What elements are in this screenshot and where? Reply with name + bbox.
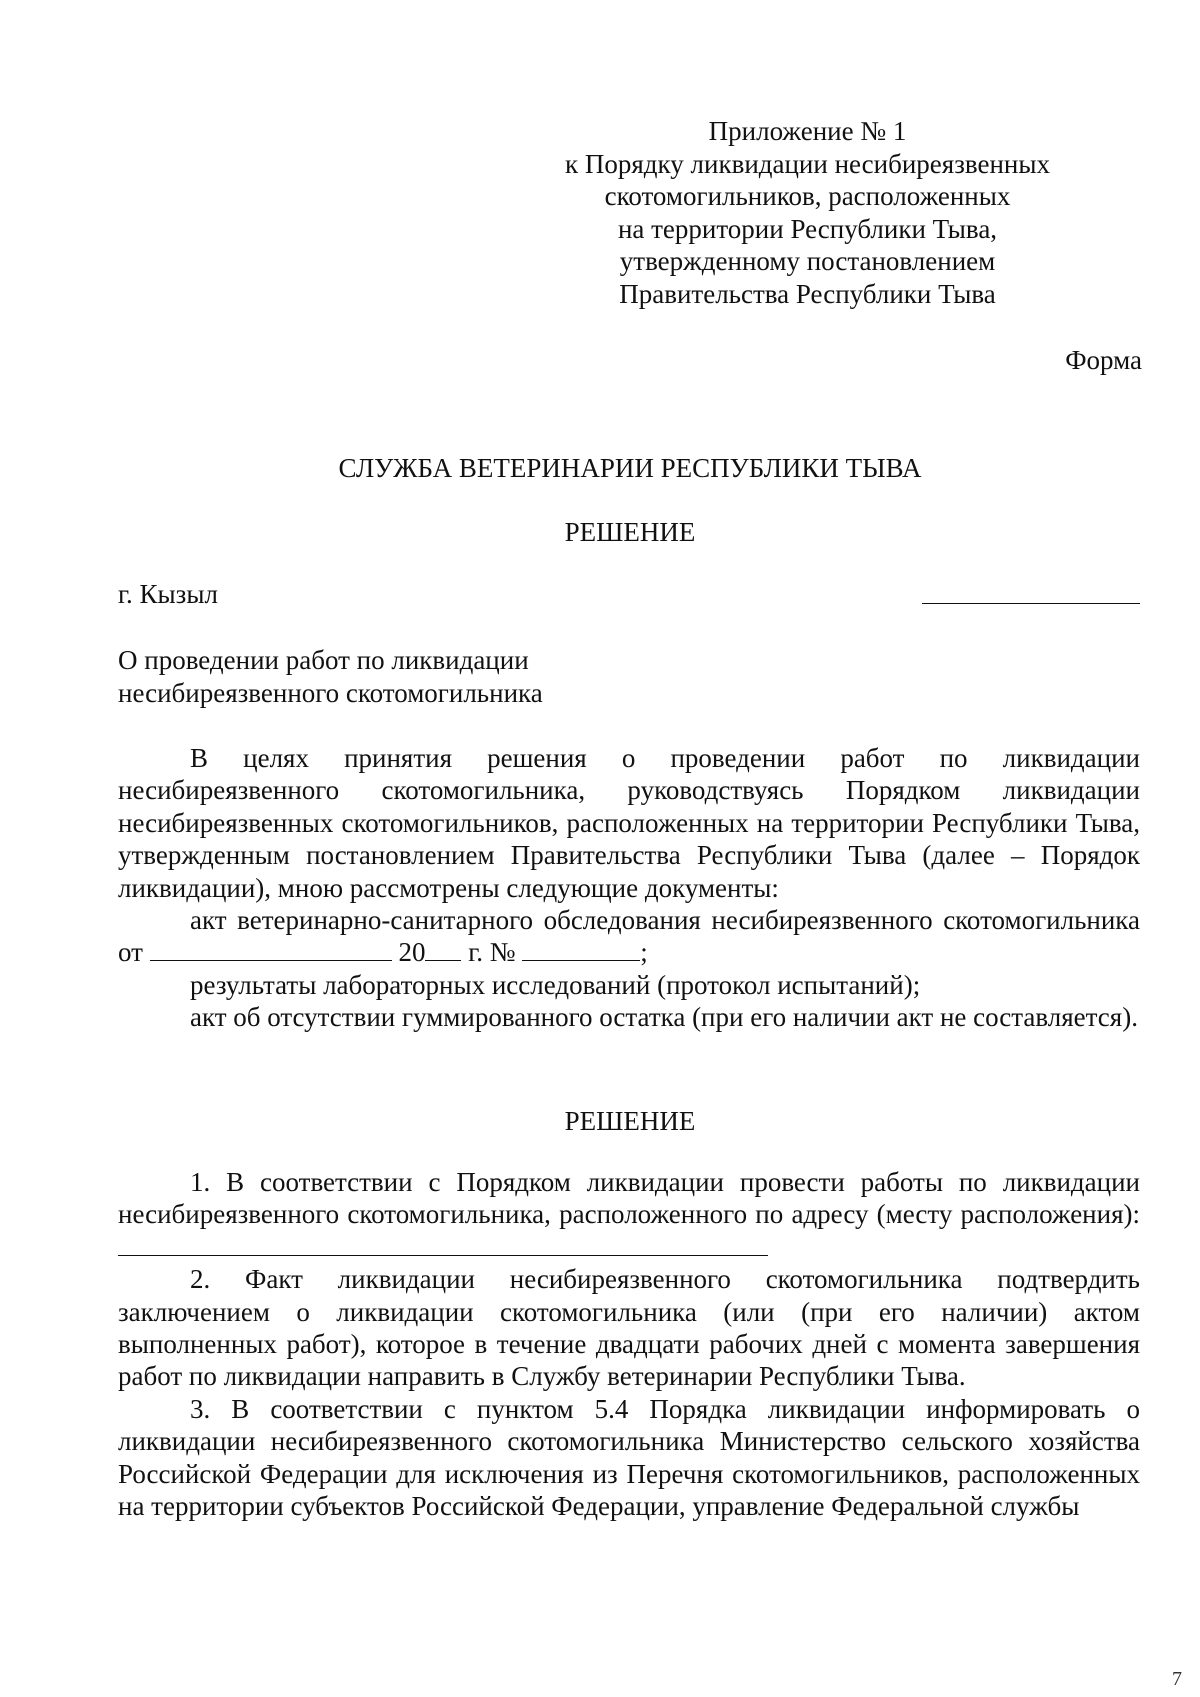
act-year-blank bbox=[425, 938, 461, 961]
date-blank-line bbox=[922, 603, 1140, 604]
appendix-line: скотомогильников, расположенных bbox=[604, 181, 1011, 211]
appendix-line: к Порядку ликвидации несибиреязвенных bbox=[565, 148, 1050, 179]
appendix-line: на территории Республики Тыва, bbox=[617, 213, 998, 244]
subject-line: несибиреязвенного скотомогильника bbox=[118, 677, 543, 708]
decision-heading-2: РЕШЕНИЕ bbox=[564, 1106, 696, 1136]
item-1-text: 1. В соответствии с Порядком ликвидации провести работы по ликвидации несибиреязвенного скотомогильника, расположенного по адресу (месту расположения): bbox=[118, 1167, 1140, 1230]
city: г. Кызыл bbox=[118, 579, 218, 609]
appendix-block bbox=[565, 115, 1050, 310]
act-number-blank bbox=[522, 938, 640, 961]
agency-title: СЛУЖБА ВЕТЕРИНАРИИ РЕСПУБЛИКИ ТЫВА bbox=[338, 453, 922, 483]
doc-residue-item: акт об отсутствии гуммированного остатка (при его наличии акт не составляется). bbox=[190, 1002, 1138, 1033]
doc-act-text: акт ветеринарно-санитарного обследования несибиреязвенного скотомогильника от bbox=[118, 905, 1140, 968]
doc-lab-item: результаты лабораторных исследований (протокол испытаний); bbox=[190, 969, 921, 1000]
appendix-line: Правительства Республики Тыва bbox=[619, 278, 996, 309]
act-year: 20 bbox=[398, 937, 426, 968]
decision-item-3: 3. В соответствии с пунктом 5.4 Порядка ликвидации информировать о ликвидации несибиреязвенного скотомогильника Министерство сельского хозяйства Российской Федерации для исключения из Перечня скотомогильников, расположенных на территории субъектов Российской Федерации, управление Федеральной службы bbox=[118, 1393, 1140, 1522]
decision-items bbox=[118, 1166, 1140, 1522]
subject-line: О проведении работ по ликвидации bbox=[118, 645, 529, 675]
page-mark: 7 bbox=[1172, 1668, 1182, 1690]
form-label: Форма bbox=[1065, 345, 1142, 375]
address-blank bbox=[118, 1233, 768, 1256]
doc-act-item bbox=[118, 904, 1140, 969]
decision-item-2: 2. Факт ликвидации несибиреязвенного скотомогильника подтвердить заключением о ликвидации скотомогильника (или (при его наличии) актом выполненных работ), которое в течение двадцати рабочих дней с момента завершения работ по ликвидации направить в Службу ветеринарии Республики Тыва. bbox=[118, 1264, 1140, 1392]
intro-section bbox=[118, 742, 1140, 1034]
subject-block bbox=[118, 644, 543, 709]
appendix-line: утвержденному постановлением bbox=[619, 246, 996, 276]
decision-heading: РЕШЕНИЕ bbox=[564, 517, 696, 547]
appendix-line: Приложение № 1 bbox=[708, 116, 907, 146]
decision-item-1 bbox=[118, 1166, 1140, 1263]
act-end: ; bbox=[640, 937, 648, 968]
act-number-label: г. № bbox=[468, 937, 516, 968]
act-date-blank bbox=[150, 938, 392, 961]
intro-paragraph: В целях принятия решения о проведении работ по ликвидации несибиреязвенного скотомогильника, руководствуясь Порядком ликвидации несибиреязвенных скотомогильников, расположенных на территории Республики Тыва, утвержденным постановлением Правительства Республики Тыва (далее – Порядок ликвидации), мною рассмотрены следующие документы: bbox=[118, 743, 1140, 903]
